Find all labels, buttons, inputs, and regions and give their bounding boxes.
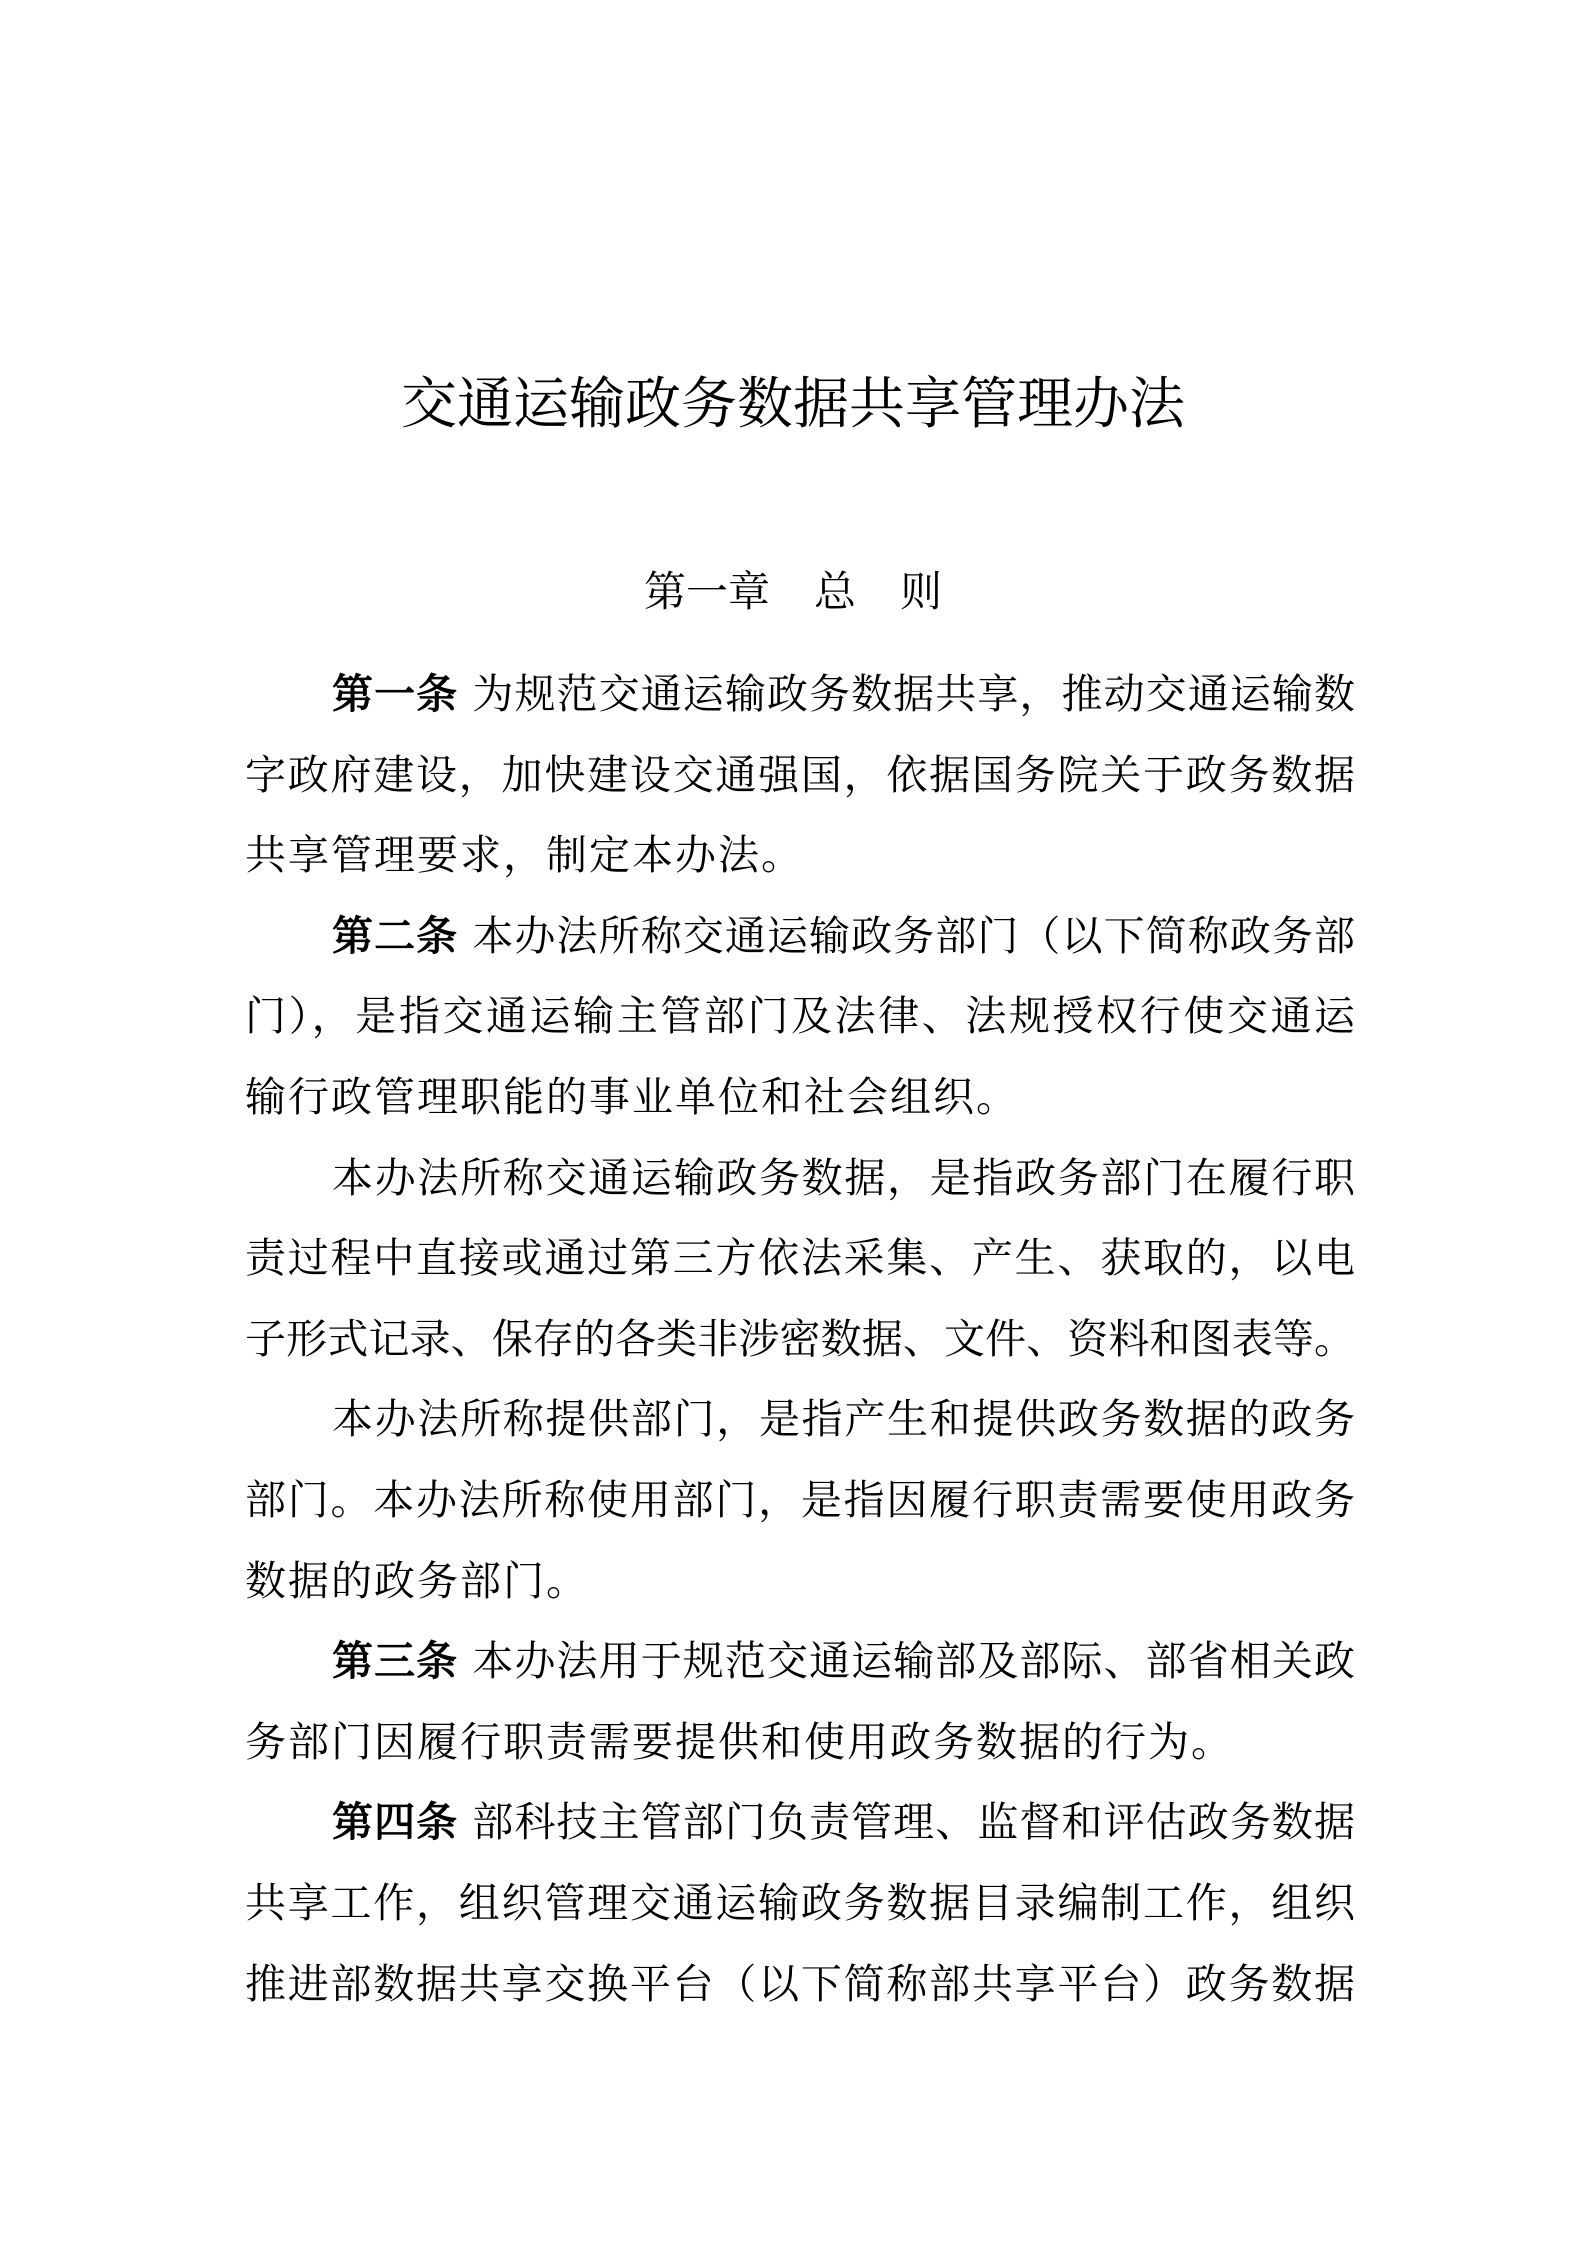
body-line: 门），是指交通运输主管部门及法律、法规授权行使交通运 — [245, 992, 1355, 1041]
chapter-name-1: 总 — [813, 567, 856, 616]
body-line: 推进部数据共享交换平台（以下简称部共享平台）政务数据 — [245, 1959, 1355, 2008]
body-line: 部门。本办法所称使用部门，是指因履行职责需要使用政务 — [245, 1475, 1355, 1524]
article-line — [245, 654, 1355, 735]
chapter-heading — [0, 560, 1586, 624]
article-label: 第二条 — [332, 911, 459, 960]
body-line: 务部门因履行职责需要提供和使用政务数据的行为。 — [245, 1717, 1234, 1766]
article-line — [245, 1621, 1355, 1702]
body-line: 子形式记录、保存的各类非涉密数据、文件、资料和图表等。 — [245, 1314, 1355, 1363]
line-text: 为规范交通运输政务数据共享，推动交通运输数 — [458, 670, 1356, 718]
body-line: 输行政管理职能的事业单位和社会组织。 — [245, 1072, 1019, 1121]
article-label: 第三条 — [332, 1637, 459, 1686]
chapter-name-2: 则 — [900, 567, 943, 616]
article-label: 第四条 — [332, 1798, 459, 1847]
body-line: 数据的政务部门。 — [245, 1556, 589, 1605]
line-text: 部科技主管部门负责管理、监督和评估政务数据 — [458, 1798, 1356, 1847]
line-text: 本办法用于规范交通运输部及部际、部省相关政 — [458, 1637, 1356, 1686]
body-line: 本办法所称提供部门，是指产生和提供政务数据的政务 — [332, 1395, 1355, 1444]
body-line: 字政府建设，加快建设交通强国，依据国务院关于政务数据 — [245, 750, 1355, 799]
line-text: 本办法所称交通运输政务部门（以下简称政务部 — [458, 911, 1356, 960]
body-line: 本办法所称交通运输政务数据，是指政务部门在履行职 — [332, 1153, 1355, 1202]
body-line: 共享管理要求，制定本办法。 — [245, 831, 804, 880]
article-line — [245, 896, 1355, 977]
article-line — [245, 1782, 1355, 1863]
document-body — [245, 654, 1355, 2024]
document-title: 交通运输政务数据共享管理办法 — [401, 372, 1185, 437]
article-label: 第一条 — [332, 670, 459, 718]
body-line: 共享工作，组织管理交通运输政务数据目录编制工作，组织 — [245, 1878, 1355, 1927]
chapter-number: 第一章 — [643, 567, 770, 616]
body-line: 责过程中直接或通过第三方依法采集、产生、获取的，以电 — [245, 1234, 1355, 1283]
